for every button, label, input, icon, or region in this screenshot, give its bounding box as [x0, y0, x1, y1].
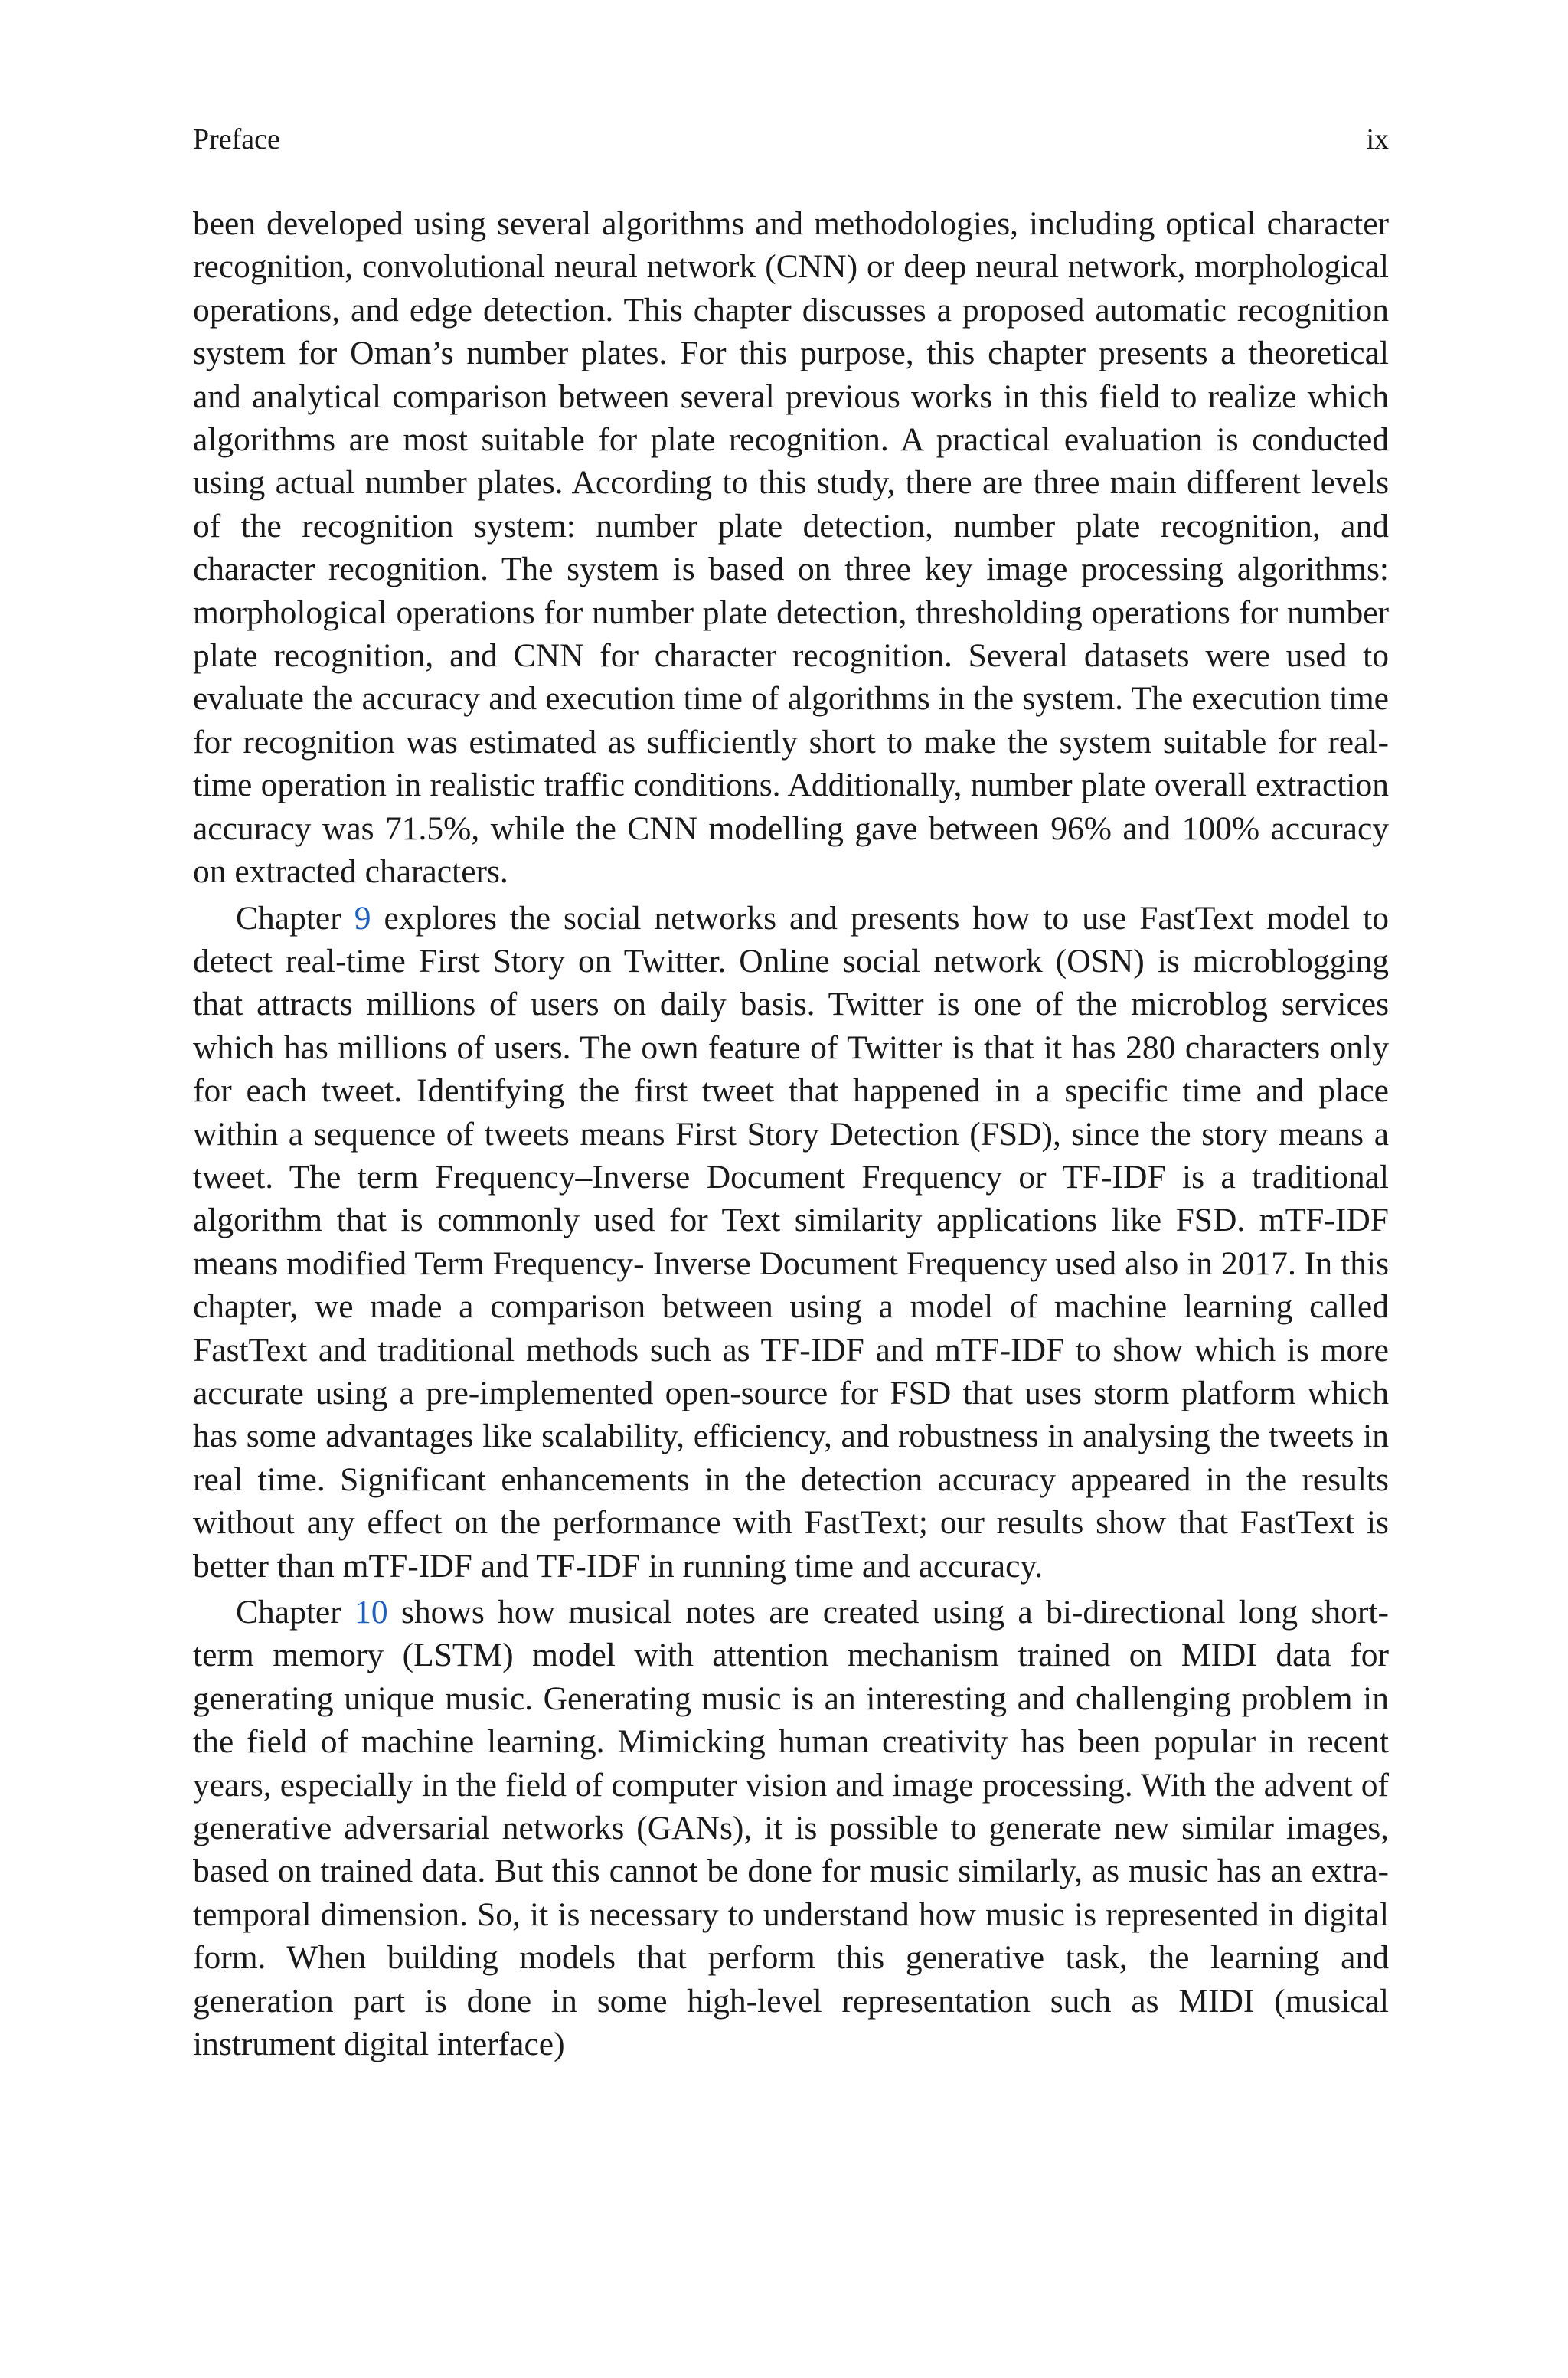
paragraph-2 [193, 897, 1389, 1588]
body-text [193, 202, 1389, 2066]
chapter-10-link[interactable]: 10 [354, 1594, 388, 1631]
paragraph-3-text: shows how musical notes are created using a bi-directional long short-term memory (LSTM) model with attention mechanism trained on MIDI data for generating unique music. Generating music is an interesting and challenging problem in the field of machine learning. Mimicking human creativity has been popular in recent years, especially in the field of computer vision and image processing. With the advent of generative adversarial networks (GANs), it is possible to generate new similar images, based on trained data. But this cannot be done for music similarly, as music has an extra-temporal dimension. So, it is necessary to understand how music is represented in digital form. When building models that perform this generative task, the learning and generation part is done in some high-level representation such as MIDI (musical instrument digital interface) [193, 1594, 1389, 2063]
chapter-9-link[interactable]: 9 [354, 899, 371, 937]
running-head [193, 123, 1389, 156]
page-number: ix [1366, 123, 1389, 155]
paragraph-1-text: been developed using several algorithms and methodologies, including optical character recognition, convolutional neural network (CNN) or deep neural network, morphological operations, and edge detection. This chapter discusses a proposed automatic recognition system for Oman’s number plates. For this purpose, this chapter presents a theoretical and analytical comparison between several previous works in this field to realize which algorithms are most suitable for plate recognition. A practical evaluation is conducted using actual number plates. According to this study, there are three main different levels of the recognition system: number plate detection, number plate recognition, and character recognition. The system is based on three key image processing algorithms: morphological operations for number plate detection, thresholding operations for number plate recognition, and CNN for character recognition. Several datasets were used to evaluate the accuracy and execution time of algorithms in the system. The execution time for recognition was estimated as sufficiently short to make the system suitable for real-time operation in realistic traffic conditions. Additionally, number plate overall extraction accuracy was 71.5%, while the CNN modelling gave between 96% and 100% accuracy on extracted characters. [193, 205, 1389, 891]
paragraph-3 [193, 1591, 1389, 2066]
paragraph-3-prefix: Chapter [236, 1594, 355, 1631]
paragraph-2-prefix: Chapter [236, 899, 354, 937]
paragraph-1 [193, 202, 1389, 894]
book-page [193, 123, 1389, 2066]
paragraph-2-text: explores the social networks and presents how to use FastText model to detect real-time First Story on Twitter. Online social network (OSN) is microblogging that attracts millions of users on daily basis. Twitter is one of the microblog services which has millions of users. The own feature of Twitter is that it has 280 characters only for each tweet. Identifying the first tweet that happened in a specific time and place within a sequence of tweets means First Story Detection (FSD), since the story means a tweet. The term Frequency–Inverse Document Frequency or TF-IDF is a traditional algorithm that is commonly used for Text similarity applications like FSD. mTF-IDF means modified Term Frequency- Inverse Document Frequency used also in 2017. In this chapter, we made a comparison between using a model of machine learning called FastText and traditional methods such as TF-IDF and mTF-IDF to show which is more accurate using a pre-implemented open-source for FSD that uses storm platform which has some advantages like scalability, efficiency, and robustness in analysing the tweets in real time. Significant enhancements in the detection accuracy appeared in the results without any effect on the performance with FastText; our results show that FastText is better than mTF-IDF and TF-IDF in running time and accuracy. [193, 899, 1390, 1585]
running-head-section: Preface [193, 123, 280, 155]
